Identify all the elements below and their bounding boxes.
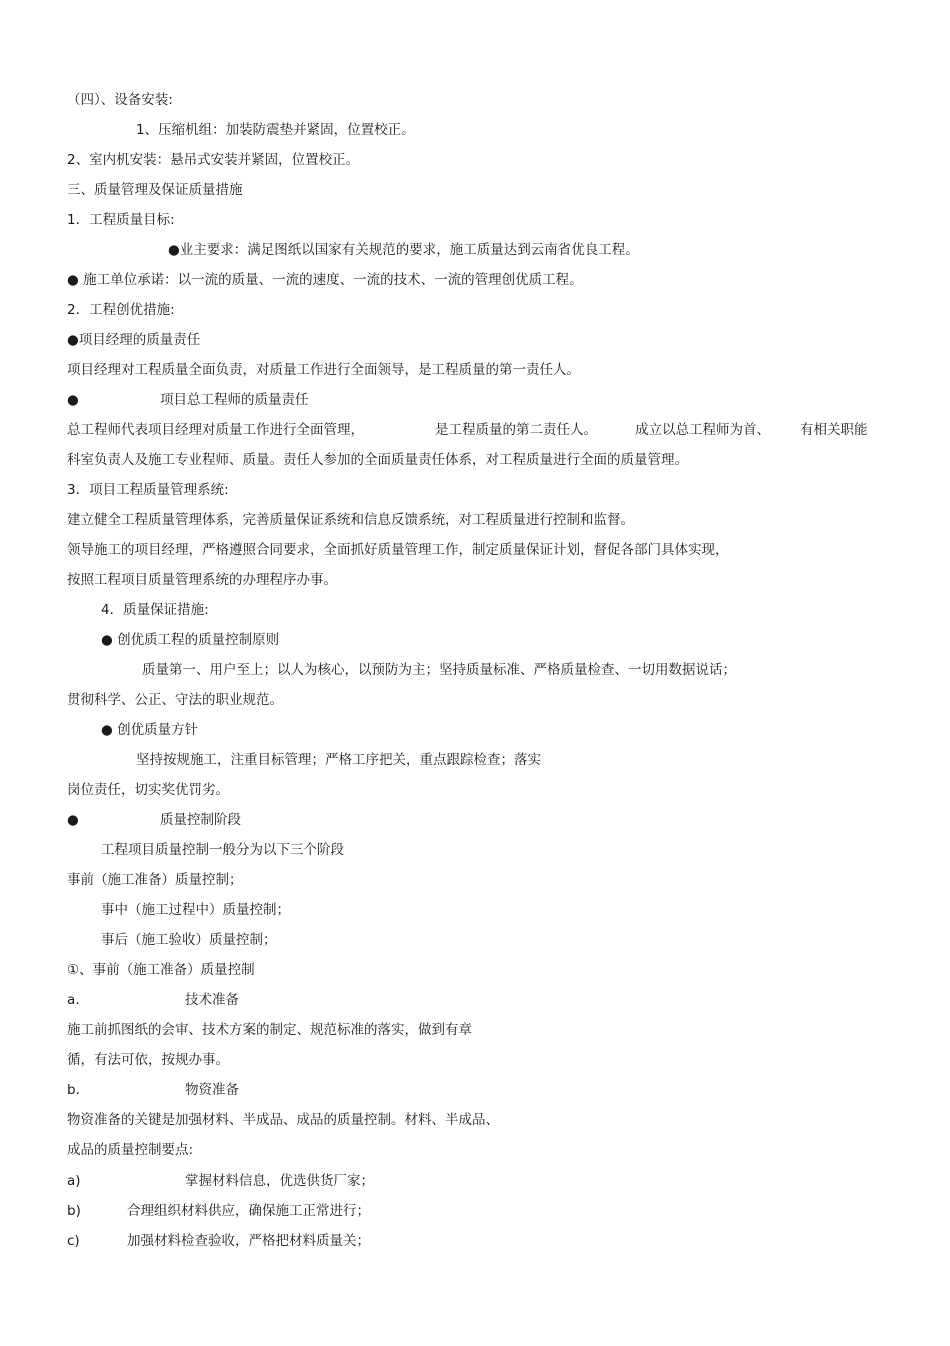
list-text: 合理组织材料供应，确保施工正常进行； [127, 1203, 370, 1219]
list-text: 掌握材料信息，优选供货厂家； [185, 1173, 374, 1189]
text-line: 事前（施工准备）质量控制； [67, 872, 243, 888]
bullet-line: ● 创优质工程的质量控制原则 [101, 632, 280, 648]
text-line: 1、压缩机组：加装防震垫并紧固，位置校正。 [136, 122, 415, 138]
text-line: 2、室内机安装：悬吊式安装并紧固，位置校正。 [67, 152, 360, 168]
list-marker: a. [67, 992, 80, 1008]
bullet-label: 项目总工程师的质量责任 [160, 392, 309, 408]
list-marker: c) [67, 1233, 80, 1249]
list-marker: b) [67, 1203, 81, 1219]
subheading: 2．工程创优措施: [67, 302, 175, 318]
bullet-line: ●项目经理的质量责任 [67, 332, 201, 348]
text-segment: 成立以总工程师为首、 [635, 422, 770, 438]
section-heading-3: 三、质量管理及保证质量措施 [67, 182, 243, 198]
list-label: 技术准备 [185, 992, 239, 1008]
list-label: 物资准备 [185, 1082, 239, 1098]
text-segment: 总工程师代表项目经理对质量工作进行全面管理， [67, 422, 364, 438]
text-line: 岗位责任，切实奖优罚劣。 [67, 782, 229, 798]
text-line: 循，有法可依，按规办事。 [67, 1052, 229, 1068]
list-marker: a) [67, 1173, 81, 1189]
subheading: 1．工程质量目标: [67, 212, 175, 228]
section-heading-4: （四）、设备安装: [67, 92, 173, 108]
text-line: 坚持按规施工，注重目标管理；严格工序把关，重点跟踪检查；落实 [136, 752, 541, 768]
text-line: 建立健全工程质量管理体系，完善质量保证系统和信息反馈系统，对工程质量进行控制和监督。 [67, 512, 634, 528]
text-line: 事后（施工验收）质量控制； [101, 932, 277, 948]
text-line: 项目经理对工程质量全面负责，对质量工作进行全面领导，是工程质量的第一责任人。 [67, 362, 580, 378]
text-line: 质量第一、用户至上；以人为核心，以预防为主；坚持质量标准、严格质量检查、一切用数据说话； [142, 662, 736, 678]
text-line: 成品的质量控制要点: [67, 1142, 194, 1158]
text-line: 领导施工的项目经理，严格遵照合同要求，全面抓好质量管理工作，制定质量保证计划，督促各部门具体实现， [67, 542, 729, 558]
text-line: 贯彻科学、公正、守法的职业规范。 [67, 692, 283, 708]
text-line: 施工前抓图纸的会审、技术方案的制定、规范标准的落实，做到有章 [67, 1022, 472, 1038]
text-line: 按照工程项目质量管理系统的办理程序办事。 [67, 572, 337, 588]
bullet-line: ● 施工单位承诺：以一流的质量、一流的速度、一流的技术、一流的管理创优质工程。 [67, 272, 583, 288]
text-line: 工程项目质量控制一般分为以下三个阶段 [101, 842, 344, 858]
text-line: 科室负责人及施工专业程师、质量。责任人参加的全面质量责任体系，对工程质量进行全面的质量管理。 [67, 452, 688, 468]
bullet-icon: ● [67, 812, 79, 828]
text-segment: 是工程质量的第二责任人。 [435, 422, 597, 438]
bullet-line: ● 创优质量方针 [101, 722, 199, 738]
subheading: 3．项目工程质量管理系统: [67, 482, 229, 498]
subheading: 4．质量保证措施: [101, 602, 209, 618]
text-line: 物资准备的关键是加强材料、半成品、成品的质量控制。材料、半成品、 [67, 1112, 499, 1128]
bullet-label: 质量控制阶段 [160, 812, 241, 828]
text-line: 事中（施工过程中）质量控制； [101, 902, 290, 918]
text-segment: 有相关职能 [800, 422, 868, 438]
list-text: 加强材料检查验收，严格把材料质量关； [127, 1233, 370, 1249]
bullet-icon: ● [67, 392, 79, 408]
list-marker: b. [67, 1082, 80, 1098]
subheading: ①、事前（施工准备）质量控制 [67, 962, 255, 978]
bullet-line: ●业主要求：满足图纸以国家有关规范的要求，施工质量达到云南省优良工程。 [168, 242, 639, 258]
